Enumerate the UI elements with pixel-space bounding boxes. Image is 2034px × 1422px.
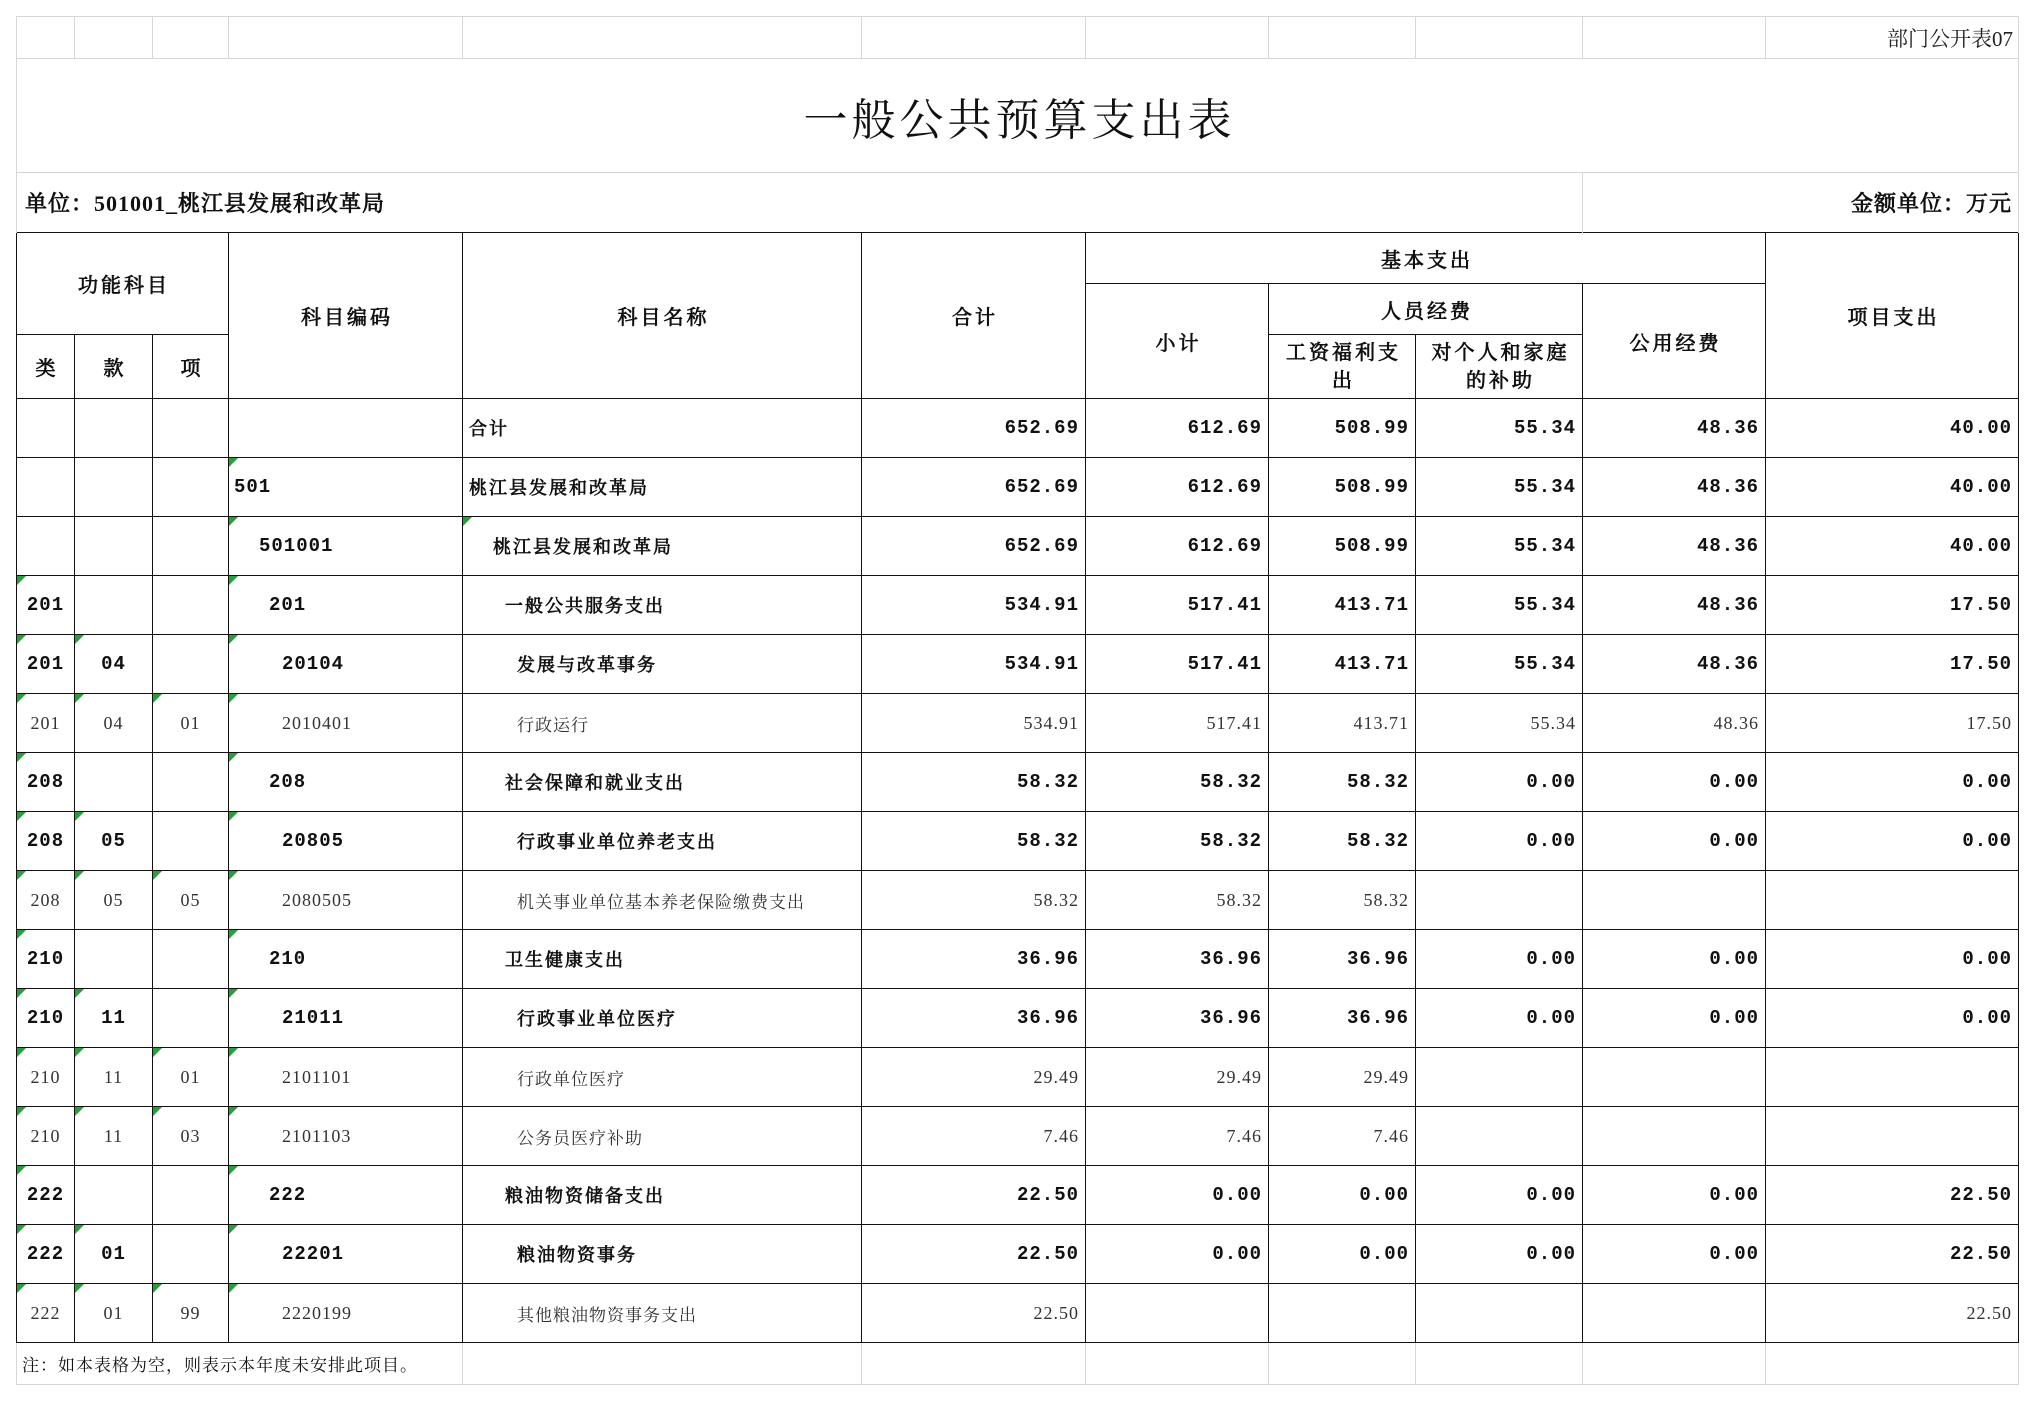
blank-cell [1086,1343,1269,1385]
cell-total: 58.32 [862,753,1086,812]
cell-name: 桃江县发展和改革局 [463,517,862,576]
cell-name: 公务员医疗补助 [463,1107,862,1166]
cell-xiang: 01 [153,694,229,753]
cell-lei: 201 [17,635,75,694]
cell-xiang [153,458,229,517]
amount-unit: 金额单位：万元 [1583,173,2019,233]
cell-family: 0.00 [1416,753,1583,812]
budget-expenditure-sheet [16,16,2019,1385]
cell-code: 210 [229,930,463,989]
cell-name: 桃江县发展和改革局 [463,458,862,517]
cell-code [229,399,463,458]
blank-cell [229,17,463,59]
cell-subtotal: 58.32 [1086,812,1269,871]
table-row [17,1225,2019,1284]
cell-xiang [153,517,229,576]
cell-kuan [75,517,153,576]
cell-public: 0.00 [1583,812,1766,871]
blank-cell [1416,1343,1583,1385]
cell-lei: 222 [17,1166,75,1225]
header-functional-subject: 功能科目 [17,233,229,335]
header-row-1 [17,233,2019,284]
table-row [17,1048,2019,1107]
cell-salary: 7.46 [1269,1107,1416,1166]
cell-lei: 222 [17,1225,75,1284]
cell-project: 22.50 [1766,1225,2019,1284]
cell-total: 29.49 [862,1048,1086,1107]
cell-public [1583,871,1766,930]
cell-kuan: 11 [75,989,153,1048]
cell-total: 22.50 [862,1225,1086,1284]
header-basic-expenditure: 基本支出 [1086,233,1766,284]
cell-lei: 208 [17,812,75,871]
table-row [17,1107,2019,1166]
cell-total: 534.91 [862,576,1086,635]
cell-name: 发展与改革事务 [463,635,862,694]
cell-project [1766,1107,2019,1166]
cell-family: 55.34 [1416,576,1583,635]
cell-family: 0.00 [1416,930,1583,989]
cell-xiang [153,753,229,812]
title-row [17,59,2019,173]
cell-name: 粮油物资事务 [463,1225,862,1284]
blank-cell [1583,17,1766,59]
form-code: 部门公开表07 [1766,17,2019,59]
cell-subtotal: 517.41 [1086,694,1269,753]
blank-cell [1269,1343,1416,1385]
cell-lei [17,399,75,458]
cell-xiang [153,1166,229,1225]
cell-public: 0.00 [1583,1166,1766,1225]
table-row [17,812,2019,871]
cell-project: 0.00 [1766,753,2019,812]
blank-cell [75,17,153,59]
cell-lei [17,458,75,517]
cell-name: 合计 [463,399,862,458]
table-row [17,753,2019,812]
cell-project: 0.00 [1766,812,2019,871]
cell-xiang: 05 [153,871,229,930]
table-row [17,517,2019,576]
cell-total: 36.96 [862,989,1086,1048]
cell-xiang [153,812,229,871]
cell-total: 7.46 [862,1107,1086,1166]
cell-subtotal: 612.69 [1086,399,1269,458]
cell-kuan: 11 [75,1107,153,1166]
cell-total: 58.32 [862,871,1086,930]
cell-salary: 508.99 [1269,458,1416,517]
blank-cell [862,17,1086,59]
cell-subtotal: 0.00 [1086,1225,1269,1284]
unit-label: 单位：501001_桃江县发展和改革局 [17,173,1583,233]
cell-name: 行政事业单位医疗 [463,989,862,1048]
cell-kuan [75,399,153,458]
cell-salary: 36.96 [1269,989,1416,1048]
cell-public: 48.36 [1583,399,1766,458]
page-title: 一般公共预算支出表 [17,59,2019,173]
cell-code: 2080505 [229,871,463,930]
header-project-expenditure: 项目支出 [1766,233,2019,399]
cell-subtotal: 29.49 [1086,1048,1269,1107]
cell-xiang: 99 [153,1284,229,1343]
cell-code: 2220199 [229,1284,463,1343]
cell-subtotal: 517.41 [1086,635,1269,694]
table-note: 注：如本表格为空，则表示本年度未安排此项目。 [17,1343,463,1385]
cell-name: 粮油物资储备支出 [463,1166,862,1225]
table-row [17,635,2019,694]
blank-cell [153,17,229,59]
cell-salary: 508.99 [1269,517,1416,576]
header-subtotal: 小计 [1086,284,1269,399]
cell-public: 0.00 [1583,1225,1766,1284]
cell-lei: 201 [17,576,75,635]
table-row [17,989,2019,1048]
cell-code: 222 [229,1166,463,1225]
cell-project: 0.00 [1766,930,2019,989]
cell-public: 48.36 [1583,576,1766,635]
cell-lei: 222 [17,1284,75,1343]
table-row [17,399,2019,458]
cell-kuan: 05 [75,812,153,871]
cell-family: 0.00 [1416,1166,1583,1225]
cell-code: 21011 [229,989,463,1048]
blank-cell [1416,17,1583,59]
blank-cell [1269,17,1416,59]
cell-project [1766,1048,2019,1107]
header-total: 合计 [862,233,1086,399]
cell-total: 652.69 [862,458,1086,517]
cell-kuan [75,1166,153,1225]
cell-xiang [153,1225,229,1284]
cell-public [1583,1284,1766,1343]
cell-subtotal: 0.00 [1086,1166,1269,1225]
cell-family [1416,1284,1583,1343]
cell-kuan [75,753,153,812]
cell-salary: 413.71 [1269,694,1416,753]
cell-project: 17.50 [1766,694,2019,753]
cell-lei: 210 [17,930,75,989]
cell-salary: 413.71 [1269,635,1416,694]
cell-xiang: 01 [153,1048,229,1107]
cell-subtotal: 7.46 [1086,1107,1269,1166]
table-row [17,871,2019,930]
blank-cell [463,1343,862,1385]
cell-salary: 508.99 [1269,399,1416,458]
header-family-subsidy: 对个人和家庭的补助 [1416,335,1583,399]
cell-code: 501001 [229,517,463,576]
cell-family: 55.34 [1416,399,1583,458]
cell-total: 58.32 [862,812,1086,871]
cell-kuan: 11 [75,1048,153,1107]
cell-total: 652.69 [862,517,1086,576]
cell-code: 22201 [229,1225,463,1284]
cell-xiang [153,399,229,458]
cell-xiang [153,930,229,989]
cell-project: 22.50 [1766,1284,2019,1343]
cell-family: 55.34 [1416,458,1583,517]
cell-kuan: 01 [75,1284,153,1343]
cell-subtotal: 612.69 [1086,517,1269,576]
table-row [17,1284,2019,1343]
cell-lei: 210 [17,1107,75,1166]
cell-public: 0.00 [1583,753,1766,812]
cell-lei [17,517,75,576]
cell-subtotal: 36.96 [1086,930,1269,989]
cell-subtotal: 58.32 [1086,871,1269,930]
cell-project: 22.50 [1766,1166,2019,1225]
cell-lei: 210 [17,1048,75,1107]
blank-cell [17,17,75,59]
cell-salary: 58.32 [1269,753,1416,812]
table-row [17,576,2019,635]
cell-code: 2010401 [229,694,463,753]
cell-salary: 0.00 [1269,1166,1416,1225]
cell-kuan [75,930,153,989]
header-personnel: 人员经费 [1269,284,1583,335]
cell-lei: 208 [17,753,75,812]
cell-project: 17.50 [1766,576,2019,635]
cell-subtotal [1086,1284,1269,1343]
cell-project: 40.00 [1766,458,2019,517]
cell-family: 55.34 [1416,694,1583,753]
cell-project: 17.50 [1766,635,2019,694]
cell-family: 0.00 [1416,812,1583,871]
table-row [17,930,2019,989]
cell-salary: 0.00 [1269,1225,1416,1284]
cell-public: 48.36 [1583,517,1766,576]
blank-cell [1086,17,1269,59]
cell-public: 0.00 [1583,989,1766,1048]
cell-total: 22.50 [862,1284,1086,1343]
cell-public [1583,1107,1766,1166]
cell-family [1416,1048,1583,1107]
cell-kuan: 01 [75,1225,153,1284]
cell-code: 20104 [229,635,463,694]
cell-total: 534.91 [862,694,1086,753]
unit-row [17,173,2019,233]
header-kuan: 款 [75,335,153,399]
cell-public: 0.00 [1583,930,1766,989]
cell-xiang [153,576,229,635]
cell-salary: 413.71 [1269,576,1416,635]
cell-project: 40.00 [1766,399,2019,458]
cell-subtotal: 517.41 [1086,576,1269,635]
cell-name: 社会保障和就业支出 [463,753,862,812]
cell-xiang [153,989,229,1048]
cell-subtotal: 58.32 [1086,753,1269,812]
cell-salary [1269,1284,1416,1343]
cell-lei: 208 [17,871,75,930]
cell-project: 40.00 [1766,517,2019,576]
cell-family: 0.00 [1416,989,1583,1048]
cell-name: 其他粮油物资事务支出 [463,1284,862,1343]
cell-family [1416,1107,1583,1166]
cell-code: 201 [229,576,463,635]
cell-code: 2101103 [229,1107,463,1166]
form-code-row [17,17,2019,59]
cell-name: 一般公共服务支出 [463,576,862,635]
cell-lei: 210 [17,989,75,1048]
cell-name: 行政单位医疗 [463,1048,862,1107]
cell-family: 55.34 [1416,635,1583,694]
cell-name: 行政事业单位养老支出 [463,812,862,871]
cell-lei: 201 [17,694,75,753]
cell-salary: 36.96 [1269,930,1416,989]
table-row [17,1166,2019,1225]
table-row [17,694,2019,753]
cell-salary: 58.32 [1269,812,1416,871]
cell-family: 55.34 [1416,517,1583,576]
cell-code: 20805 [229,812,463,871]
cell-xiang [153,635,229,694]
header-lei: 类 [17,335,75,399]
cell-total: 22.50 [862,1166,1086,1225]
cell-subtotal: 36.96 [1086,989,1269,1048]
cell-kuan: 04 [75,694,153,753]
cell-name: 卫生健康支出 [463,930,862,989]
cell-public: 48.36 [1583,694,1766,753]
cell-salary: 29.49 [1269,1048,1416,1107]
cell-total: 652.69 [862,399,1086,458]
cell-kuan: 04 [75,635,153,694]
header-xiang: 项 [153,335,229,399]
cell-project [1766,871,2019,930]
cell-family [1416,871,1583,930]
blank-cell [463,17,862,59]
cell-name: 行政运行 [463,694,862,753]
cell-code: 2101101 [229,1048,463,1107]
blank-cell [1766,1343,2019,1385]
blank-cell [862,1343,1086,1385]
cell-public: 48.36 [1583,458,1766,517]
header-public-funds: 公用经费 [1583,284,1766,399]
cell-public: 48.36 [1583,635,1766,694]
table-row [17,458,2019,517]
cell-name: 机关事业单位基本养老保险缴费支出 [463,871,862,930]
cell-xiang: 03 [153,1107,229,1166]
cell-project: 0.00 [1766,989,2019,1048]
cell-family: 0.00 [1416,1225,1583,1284]
cell-public [1583,1048,1766,1107]
cell-code: 501 [229,458,463,517]
cell-total: 36.96 [862,930,1086,989]
blank-cell [1583,1343,1766,1385]
cell-subtotal: 612.69 [1086,458,1269,517]
cell-total: 534.91 [862,635,1086,694]
header-salary-welfare: 工资福利支出 [1269,335,1416,399]
cell-kuan [75,458,153,517]
cell-kuan: 05 [75,871,153,930]
header-code: 科目编码 [229,233,463,399]
cell-code: 208 [229,753,463,812]
cell-kuan [75,576,153,635]
header-name: 科目名称 [463,233,862,399]
cell-salary: 58.32 [1269,871,1416,930]
note-row [17,1343,2019,1385]
